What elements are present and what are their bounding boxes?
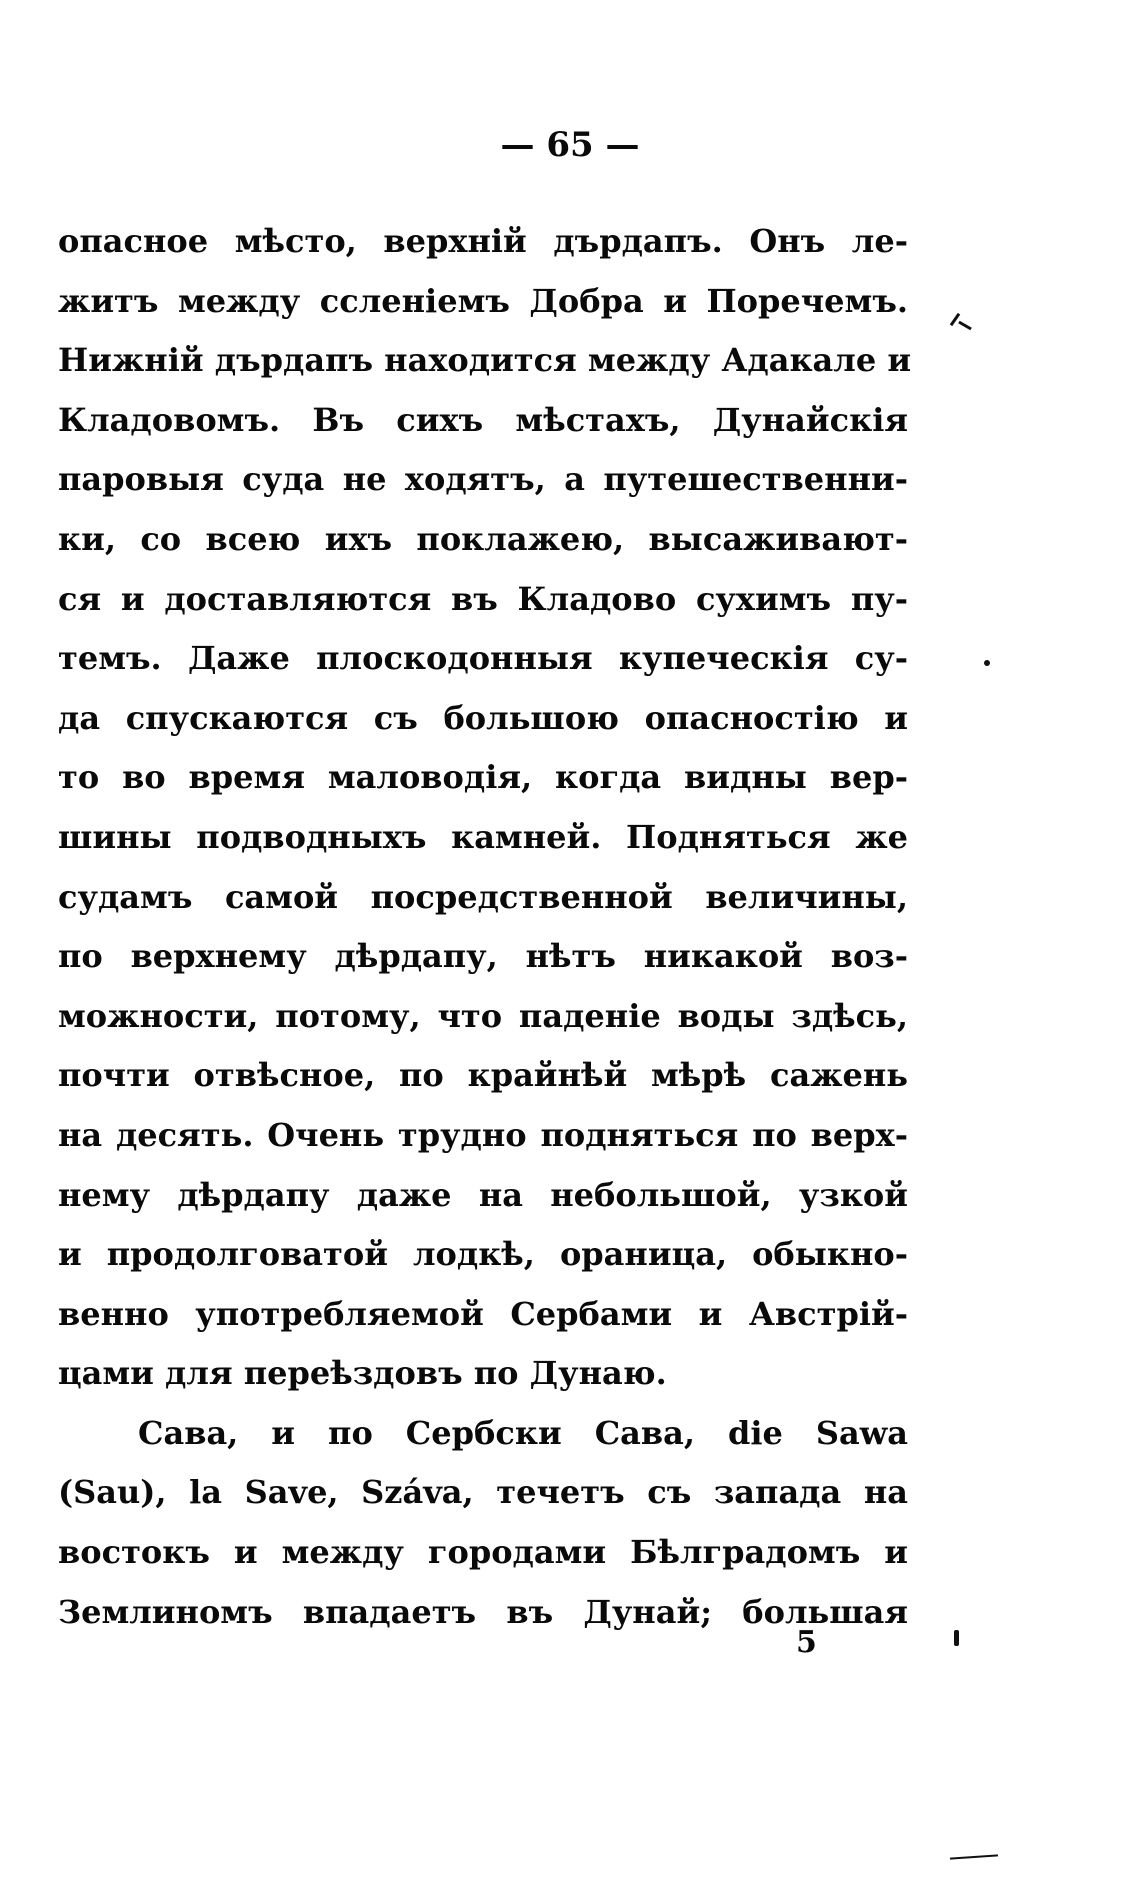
text-run: темъ. Даже плоскодонныя купеческія су-	[58, 639, 908, 678]
text-run: по верхнему дѣрдапу, нѣтъ никакой воз-	[58, 937, 908, 976]
italic-term: Сава	[594, 1413, 684, 1452]
text-run: , и по Сербски	[227, 1413, 595, 1452]
italic-term: ораница,	[559, 1235, 728, 1274]
margin-mark	[958, 321, 972, 331]
text-line	[58, 987, 908, 1047]
text-run: ки, со всею ихъ поклажею, высаживают-	[58, 519, 908, 558]
text-line	[58, 1523, 908, 1583]
text-line	[58, 272, 908, 332]
text-run: венно употребляемой Сербами и Австрій-	[58, 1294, 908, 1333]
text-line	[58, 1463, 908, 1523]
text-run: (Sau), la Save, Száva, течетъ съ запада на	[58, 1473, 908, 1512]
text-line	[58, 570, 908, 630]
text-run: да спускаются съ большою опасностію и	[58, 698, 908, 737]
text-line	[58, 868, 908, 928]
text-run: ся и доставляются въ Кладово сухимъ пу-	[58, 579, 908, 618]
text-line	[58, 748, 908, 808]
text-line	[58, 1583, 908, 1643]
text-run: шины подводныхъ камней. Подняться же	[58, 817, 908, 856]
text-run: паровыя суда не ходятъ, а путешественни-	[58, 460, 908, 499]
text-line	[58, 1046, 908, 1106]
text-run: востокъ и между городами Бѣлградомъ и	[58, 1533, 908, 1572]
text-line	[58, 808, 908, 868]
text-run: Онъ ле-	[722, 222, 908, 260]
text-run: обыкно-	[727, 1235, 909, 1274]
text-line	[58, 1166, 908, 1226]
text-run: почти отвѣсное, по крайнѣй мѣрѣ сажень	[58, 1056, 908, 1095]
text-run: на десять. Очень трудно подняться по верх-	[58, 1115, 908, 1154]
text-run: и Поречемъ.	[643, 281, 908, 320]
text-run: , die Sawa	[683, 1413, 909, 1452]
text-line	[58, 212, 908, 272]
text-line	[58, 510, 908, 570]
text-line	[58, 629, 908, 689]
text-line	[58, 1404, 908, 1464]
text-line	[58, 391, 908, 451]
signature-mark: 5	[796, 1625, 817, 1660]
italic-term: верхній дърдапъ.	[383, 222, 723, 260]
text-run: цами для переѣздовъ по Дунаю.	[58, 1354, 667, 1393]
text-line	[58, 331, 912, 391]
text-line	[58, 450, 908, 510]
text-run: Кладовомъ. Въ сихъ мѣстахъ, Дунайскія	[58, 400, 908, 439]
text-line	[58, 1285, 908, 1345]
margin-speck	[954, 1630, 959, 1646]
text-run: и продолговатой лодкѣ,	[58, 1235, 560, 1274]
text-line	[58, 1106, 908, 1166]
text-run: опасное мѣсто,	[58, 222, 384, 260]
margin-rule	[950, 1854, 998, 1859]
text-line	[58, 1225, 908, 1285]
text-run: судамъ самой посредственной величины,	[58, 877, 908, 916]
italic-term: Сава	[138, 1413, 228, 1452]
page-number: — 65 —	[500, 125, 640, 165]
italic-term: Добра	[529, 281, 644, 320]
body-text	[58, 212, 912, 1642]
text-run: находится между Адакале и	[373, 341, 912, 380]
text-line	[58, 689, 908, 749]
margin-speck	[984, 660, 990, 666]
text-line	[58, 927, 908, 987]
text-run: можности, потому, что паденіе воды здѣсь,	[58, 996, 908, 1035]
text-run: Землиномъ впадаетъ въ Дунай; большая	[58, 1592, 908, 1631]
italic-term: Нижній дърдапъ	[58, 341, 374, 380]
text-run: нему дѣрдапу даже на небольшой, узкой	[58, 1175, 908, 1214]
text-run: житъ между ccлeнieмъ	[58, 281, 530, 320]
text-line	[58, 1344, 908, 1404]
text-run: то во время маловодія, когда видны вер-	[58, 758, 908, 797]
